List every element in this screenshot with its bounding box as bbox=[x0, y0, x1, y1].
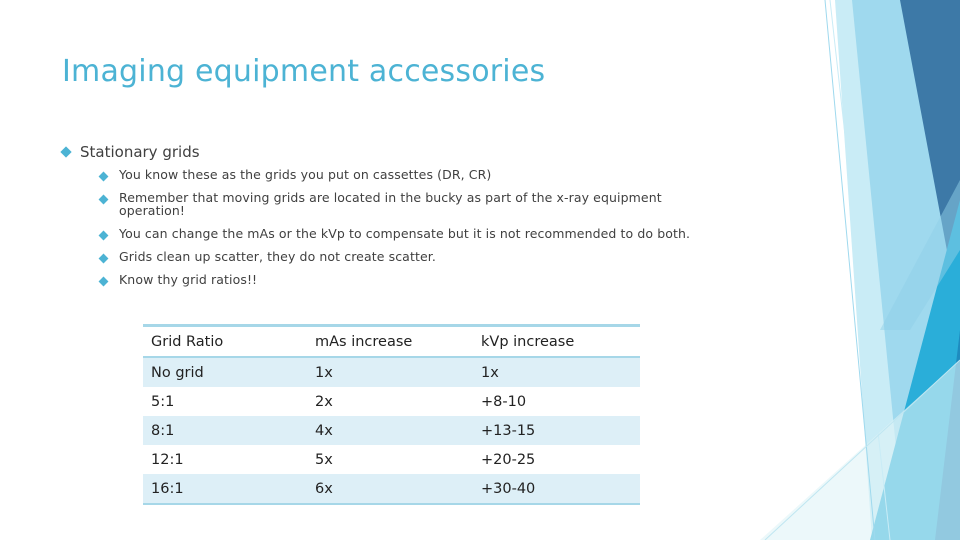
cell-kvp: +20-25 bbox=[481, 451, 536, 468]
cell-grid-ratio: No grid bbox=[151, 364, 204, 381]
diamond-bullet-icon bbox=[99, 195, 109, 205]
sub-bullet-item bbox=[100, 191, 740, 217]
sub-bullet-text: You can change the mAs or the kVp to compensate but it is not recommended to do both. bbox=[119, 226, 691, 241]
table-row bbox=[143, 445, 640, 474]
bullet-stationary-grids bbox=[62, 143, 200, 161]
cell-grid-ratio: 8:1 bbox=[151, 422, 175, 439]
cell-kvp: +13-15 bbox=[481, 422, 536, 439]
table-row bbox=[143, 387, 640, 416]
grid-ratio-table bbox=[143, 324, 640, 505]
sub-bullet-item bbox=[100, 273, 740, 286]
cell-mas: 1x bbox=[315, 364, 333, 381]
diamond-bullet-icon bbox=[99, 254, 109, 264]
header-kvp-increase: kVp increase bbox=[481, 333, 575, 350]
sub-bullet-text: Remember that moving grids are located in the bucky as part of the x-ray equipment operation! bbox=[119, 190, 662, 218]
diamond-bullet-icon bbox=[60, 146, 71, 157]
sub-bullet-item bbox=[100, 168, 740, 181]
table-header-row bbox=[143, 326, 640, 358]
header-mas-increase: mAs increase bbox=[315, 333, 413, 350]
diamond-bullet-icon bbox=[99, 277, 109, 287]
diamond-bullet-icon bbox=[99, 231, 109, 241]
sub-bullet-item bbox=[100, 227, 740, 240]
table-row bbox=[143, 357, 640, 387]
table-row bbox=[143, 416, 640, 445]
cell-grid-ratio: 16:1 bbox=[151, 480, 184, 497]
sub-bullet-text: Know thy grid ratios!! bbox=[119, 272, 258, 287]
header-grid-ratio: Grid Ratio bbox=[151, 333, 224, 350]
sub-bullet-list bbox=[100, 168, 740, 296]
sub-bullet-item bbox=[100, 250, 740, 263]
diamond-bullet-icon bbox=[99, 172, 109, 182]
cell-mas: 6x bbox=[315, 480, 333, 497]
sub-bullet-text: Grids clean up scatter, they do not create scatter. bbox=[119, 249, 436, 264]
cell-kvp: 1x bbox=[481, 364, 499, 381]
cell-grid-ratio: 12:1 bbox=[151, 451, 184, 468]
cell-grid-ratio: 5:1 bbox=[151, 393, 175, 410]
bullet-text: Stationary grids bbox=[80, 143, 200, 161]
cell-mas: 5x bbox=[315, 451, 333, 468]
sub-bullet-text: You know these as the grids you put on cassettes (DR, CR) bbox=[119, 167, 492, 182]
cell-mas: 2x bbox=[315, 393, 333, 410]
cell-kvp: +8-10 bbox=[481, 393, 527, 410]
slide-title: Imaging equipment accessories bbox=[62, 54, 546, 89]
cell-kvp: +30-40 bbox=[481, 480, 536, 497]
table-row bbox=[143, 474, 640, 504]
cell-mas: 4x bbox=[315, 422, 333, 439]
